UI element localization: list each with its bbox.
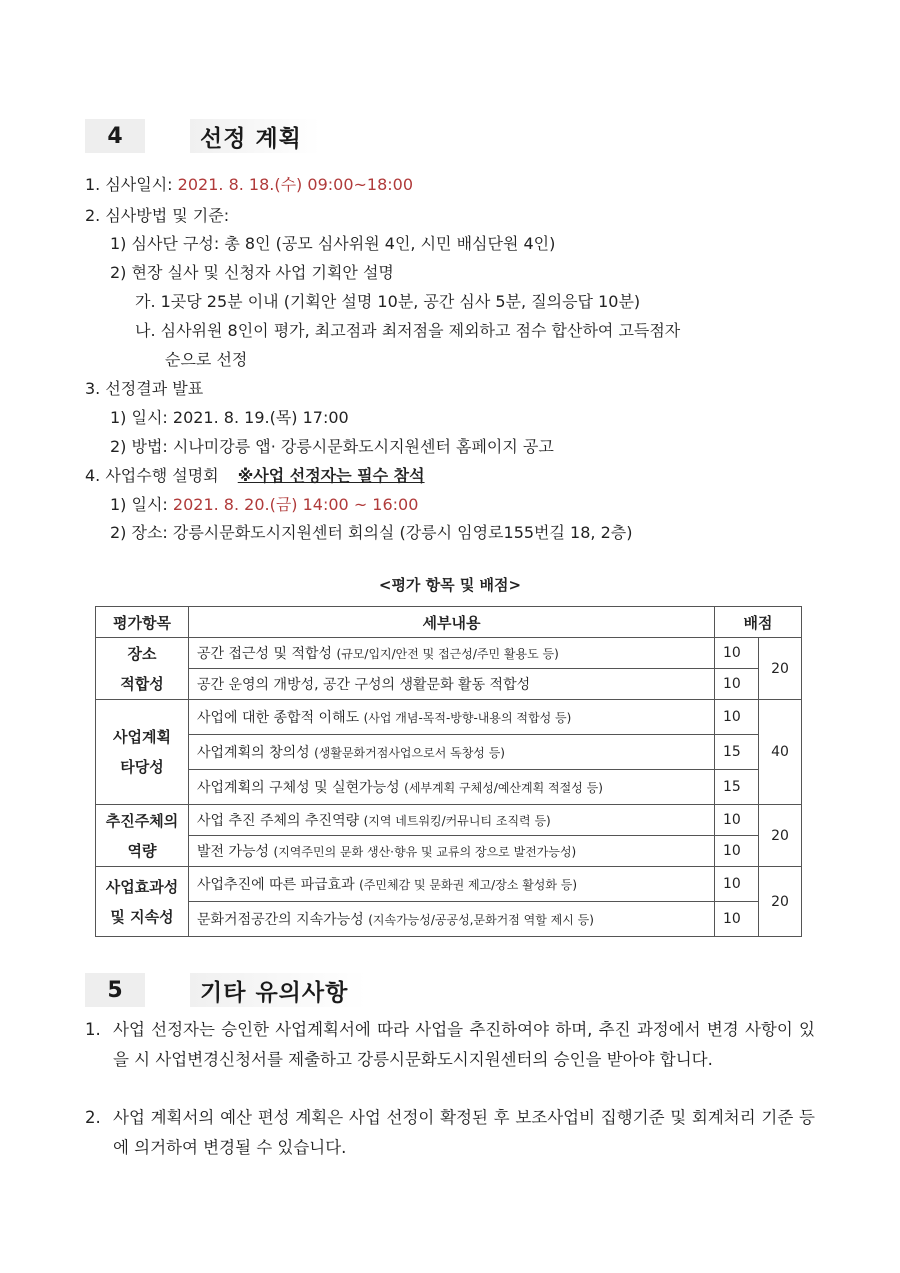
schedule-item-4-1 — [110, 494, 418, 516]
section-number: 5 — [85, 973, 145, 1007]
schedule-label: 1) 일시: — [110, 495, 168, 514]
category-line: 적합성 — [120, 674, 164, 693]
category-cell — [96, 638, 189, 700]
detail-sub: (생활문화거점사업으로서 독창성 등) — [314, 746, 505, 760]
table-row — [96, 700, 802, 735]
schedule-item-3: 3. 선정결과 발표 — [85, 379, 204, 398]
detail-sub: (지역 네트워킹/커뮤니티 조직력 등) — [363, 814, 551, 828]
note-item-2 — [85, 1103, 815, 1163]
detail-sub: (지역주민의 문화 생산·향유 및 교류의 장으로 발전가능성) — [273, 845, 577, 859]
schedule-item-2-2-na: 나. 심사위원 8인이 평가, 최고점과 최저점을 제외하고 점수 합산하여 고득점자 — [135, 321, 681, 340]
schedule-item-2-2-na-cont: 순으로 선정 — [165, 350, 248, 369]
required-attendance-note: ※사업 선정자는 필수 참석 — [237, 466, 425, 485]
category-line: 및 지속성 — [110, 907, 174, 926]
note-text: 사업 계획서의 예산 편성 계획은 사업 선정이 확정된 후 보조사업비 집행기준 및 회계처리 기준 등에 의거하여 변경될 수 있습니다. — [113, 1108, 815, 1157]
detail-cell — [189, 770, 715, 805]
score-cell: 10 — [715, 902, 759, 937]
note-text: 사업 선정자는 승인한 사업계획서에 따라 사업을 추진하여야 하며, 추진 과정에서 변경 사항이 있을 시 사업변경신청서를 제출하고 강릉시문화도시지원센터의 승인을 받아야 합니다. — [113, 1020, 815, 1069]
detail-cell — [189, 700, 715, 735]
table-row — [96, 836, 802, 867]
evaluation-table — [95, 606, 802, 937]
schedule-item-3-2: 2) 방법: 시나미강릉 앱· 강릉시문화도시지원센터 홈페이지 공고 — [110, 437, 554, 456]
score-cell: 15 — [715, 735, 759, 770]
score-cell: 10 — [715, 805, 759, 836]
category-line: 추진주체의 — [105, 811, 179, 830]
table-caption: <평가 항목 및 배점> — [378, 576, 522, 594]
score-cell: 15 — [715, 770, 759, 805]
schedule-item-1 — [85, 174, 413, 196]
detail-sub: (세부계획 구체성/예산계획 적절성 등) — [404, 781, 603, 795]
section-4-heading — [85, 118, 320, 154]
detail-main: 사업에 대한 종합적 이해도 — [197, 710, 364, 726]
header-detail: 세부내용 — [189, 607, 715, 638]
category-line: 타당성 — [120, 758, 164, 776]
header-score: 배점 — [715, 607, 802, 638]
total-cell: 20 — [759, 805, 802, 867]
table-row — [96, 867, 802, 902]
detail-cell — [189, 902, 715, 937]
score-cell: 10 — [715, 669, 759, 700]
detail-cell — [189, 638, 715, 669]
detail-main: 사업 추진 주체의 추진역량 — [197, 813, 364, 829]
schedule-item-4-2: 2) 장소: 강릉시문화도시지원센터 회의실 (강릉시 임영로155번길 18, 2층) — [110, 523, 633, 542]
section-title: 기타 유의사항 — [190, 973, 366, 1007]
category-line: 사업효과성 — [105, 877, 179, 896]
detail-main: 공간 접근성 및 적합성 — [197, 646, 337, 662]
score-cell: 10 — [715, 867, 759, 902]
schedule-label: 4. 사업수행 설명회 — [85, 466, 219, 485]
category-line: 사업계획 — [113, 728, 171, 746]
detail-main: 문화거점공간의 지속가능성 — [197, 912, 369, 928]
schedule-date: 2021. 8. 20.(금) 14:00 ~ 16:00 — [172, 495, 419, 514]
table-row — [96, 669, 802, 700]
table-header-row — [96, 607, 802, 638]
schedule-item-2-2: 2) 현장 실사 및 신청자 사업 기획안 설명 — [110, 263, 394, 282]
table-row — [96, 735, 802, 770]
category-cell — [96, 867, 189, 937]
schedule-item-2: 2. 심사방법 및 기준: — [85, 206, 230, 225]
schedule-date: 2021. 8. 18.(수) 09:00~18:00 — [177, 175, 414, 194]
score-cell: 10 — [715, 700, 759, 735]
schedule-item-2-1: 1) 심사단 구성: 총 8인 (공모 심사위원 4인, 시민 배심단원 4인) — [110, 234, 556, 253]
schedule-item-2-2-ga: 가. 1곳당 25분 이내 (기획안 설명 10분, 공간 심사 5분, 질의응답 10분) — [135, 292, 641, 311]
detail-sub: (사업 개념-목적-방향-내용의 적합성 등) — [363, 711, 572, 725]
detail-main: 사업계획의 창의성 — [197, 745, 315, 761]
detail-sub: (지속가능성/공공성,문화거점 역할 제시 등) — [368, 913, 594, 927]
category-line: 장소 — [127, 644, 157, 663]
detail-main: 발전 가능성 — [197, 844, 274, 860]
score-cell: 10 — [715, 638, 759, 669]
detail-cell — [189, 805, 715, 836]
detail-main: 사업계획의 구체성 및 실현가능성 — [197, 780, 405, 796]
category-cell — [96, 700, 189, 805]
section-title: 선정 계획 — [190, 119, 320, 153]
category-cell — [96, 805, 189, 867]
score-cell: 10 — [715, 836, 759, 867]
detail-cell — [189, 836, 715, 867]
header-category: 평가항목 — [96, 607, 189, 638]
detail-sub: (주민체감 및 문화권 제고/장소 활성화 등) — [359, 878, 578, 892]
section-number: 4 — [85, 119, 145, 153]
table-row — [96, 770, 802, 805]
table-row — [96, 902, 802, 937]
schedule-item-4 — [85, 465, 425, 487]
total-cell: 40 — [759, 700, 802, 805]
table-row — [96, 805, 802, 836]
total-cell: 20 — [759, 638, 802, 700]
detail-cell — [189, 735, 715, 770]
note-item-1 — [85, 1015, 815, 1105]
note-number: 2. — [85, 1108, 101, 1127]
section-5-heading — [85, 972, 366, 1008]
detail-main: 사업추진에 따른 파급효과 — [197, 877, 360, 893]
detail-cell — [189, 867, 715, 902]
detail-sub: (규모/입지/안전 및 접근성/주민 활용도 등) — [336, 647, 559, 661]
schedule-label: 1. 심사일시: — [85, 175, 173, 194]
detail-cell — [189, 669, 715, 700]
category-line: 역량 — [127, 841, 157, 860]
table-row — [96, 638, 802, 669]
note-number: 1. — [85, 1020, 101, 1039]
schedule-item-3-1: 1) 일시: 2021. 8. 19.(목) 17:00 — [110, 408, 349, 427]
detail-main: 공간 운영의 개방성, 공간 구성의 생활문화 활동 적합성 — [197, 677, 531, 693]
total-cell: 20 — [759, 867, 802, 937]
